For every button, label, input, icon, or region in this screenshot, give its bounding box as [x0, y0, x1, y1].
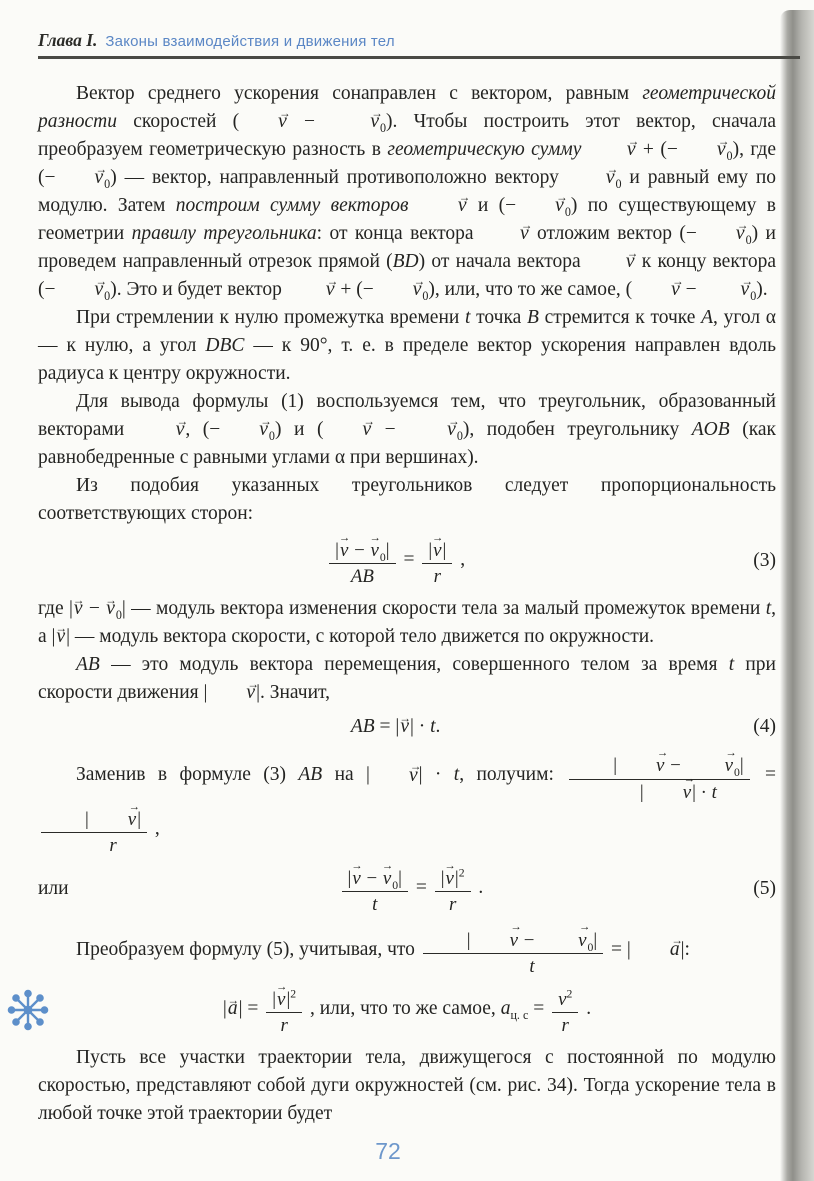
fraction: $\frac{|v \to - v \to_0|}{AB}$ — [329, 534, 395, 587]
paragraph-similar-triangles: Для вывода формулы (1) воспользуемся тем, что треугольник, образованный векторами v →, (− $v \to_0$) и ( v → − $v \to_0$), подобен треугольнику AOB (как равнобедренные с равными углами α при вершинах). — [38, 388, 776, 472]
paragraph-average-acceleration: Вектор среднего ускорения сонаправлен с вектором, равным геометрической разности скоростей ( v → − $v \to_0$). Чтобы построить этот вектор, сначала преобразуем геометрическую разность в геометрическую сумму v → + (− $v \to_0$), где (− $v \to_0$) — вектор, направленный противоположно вектору $v \to_0$ и равный ему по модулю. Затем построим сумму векторов v → и (− $v \to_0$) по существующему в геометрии правилу треугольника: от конца вектора v → отложим вектор (− $v \to_0$) и проведем направленный отрезок прямой (BD) от начала вектора v → к концу вектора (− $v \to_0$). Это и будет вектор v → + (− $v \to_0$), или, что то же самое, ( v → − $v \to_0$). — [38, 80, 776, 304]
vector-v: v → — [56, 623, 65, 651]
vector-v: v → — [618, 755, 664, 776]
vector-v: v → — [277, 989, 285, 1010]
vector-v: v → — [90, 809, 136, 830]
fraction: $\frac{|v \to|^2}{r}$ — [266, 983, 302, 1036]
vector-v: v → — [540, 930, 586, 951]
page-body-text — [38, 80, 776, 1128]
formula-left-label: или — [38, 877, 69, 899]
paragraph-transform: Преобразуем формулу (5), учитывая, что $\frac{| v \to - v \to_0|}{t}$ = | a →|: — [38, 924, 776, 977]
fraction: $\frac{| v \to|}{r}$ — [41, 803, 147, 856]
formula-5 — [38, 862, 776, 915]
vector-v: v → — [375, 276, 422, 304]
fraction: $\frac{v^2}{r}$ — [552, 983, 578, 1036]
vector-v: v → — [420, 192, 467, 220]
running-header — [38, 30, 800, 59]
fraction: $\frac{| v \to - v \to_0|}{t}$ — [423, 924, 603, 977]
vector-v: v → — [288, 276, 335, 304]
vector-v: v → — [221, 416, 268, 444]
vector-v: v → — [698, 220, 745, 248]
vector-a: a → — [228, 995, 238, 1023]
formula-4 — [38, 713, 776, 741]
fraction: $\frac{|v \to|^2}{r}$ — [435, 862, 471, 915]
vector-v: v → — [240, 108, 287, 136]
paragraph-ab-displacement: AB — это модуль вектора перемещения, совершенного телом за время t при скорости движения | v →|. Значит, — [38, 651, 776, 707]
vector-v: v → — [138, 416, 185, 444]
vector-v: v → — [703, 276, 750, 304]
chapter-label: Глава I. — [38, 30, 98, 50]
vector-v: v → — [208, 679, 255, 707]
vector-v: v → — [588, 248, 635, 276]
paragraph-where: где |v → − $v \to_0|$ — модуль вектора изменения скорости тела за малый промежуток времени t, а |v →| — модуль вектора скорости, с которой тело движется по окружности. — [38, 595, 776, 651]
vector-v: v → — [445, 868, 453, 889]
vector-v: v → — [383, 868, 391, 889]
vector-v: v → — [400, 713, 409, 741]
vector-v: v → — [589, 136, 636, 164]
fraction: $\frac{|v \to - v \to_0|}{t}$ — [342, 862, 408, 915]
formula-number: (4) — [753, 716, 776, 738]
formula-centripetal — [38, 983, 776, 1036]
margin-asterisk-icon — [5, 987, 51, 1033]
vector-v: v → — [645, 782, 691, 803]
page-number: 72 — [375, 1138, 401, 1164]
formula-3 — [38, 534, 776, 587]
vector-v: v → — [340, 540, 348, 561]
vector-a: a → — [632, 936, 680, 964]
formula-body: $\frac{|v \to - v \to_0|}{AB}$ = $\frac{|v \to|}{r}$ , — [38, 534, 753, 587]
vector-v: v → — [371, 540, 379, 561]
vector-v: v → — [371, 762, 418, 790]
vector-v: v → — [409, 416, 456, 444]
formula-number: (3) — [753, 549, 776, 571]
vector-v: v → — [352, 868, 360, 889]
vector-v: v → — [433, 540, 441, 561]
formula-body: AB = |v →| · t. — [38, 713, 753, 741]
vector-v: v → — [679, 136, 726, 164]
vector-v: v → — [57, 164, 104, 192]
page-scan-shadow — [780, 10, 814, 1181]
chapter-title: Законы взаимодействия и движения тел — [105, 33, 395, 50]
paragraph-limit: При стремлении к нулю промежутка времени t точка B стремится к точке A, угол α — к нулю, а угол DBC — к 90°, т. е. в пределе вектор ускорения направлен вдоль радиуса к центру окружности. — [38, 307, 776, 384]
vector-v: v → — [568, 164, 615, 192]
paragraph-arcs: Пусть все участки траектории тела, движущегося с постоянной по модулю скоростью, представляют собой дуги окружностей (см. рис. 34). Тогда ускорение тела в любой точке этой траектории будет — [38, 1047, 776, 1125]
formula-body: $\frac{|v \to - v \to_0|}{t}$ = $\frac{|v \to|^2}{r}$ . — [69, 862, 754, 915]
vector-v: v → — [324, 416, 371, 444]
vector-v: v → — [332, 108, 379, 136]
vector-v: v → — [57, 276, 104, 304]
vector-v: v → — [633, 276, 680, 304]
formula-number: (5) — [753, 877, 776, 899]
vector-v: v → — [687, 755, 733, 776]
fraction: $\frac{| v \to - v \to_0|}{| v \to| \cdot t}$ — [569, 749, 749, 802]
paragraph-substitute: Заменив в формуле (3) AB на | v →| · t, получим: $\frac{| v \to - v \to_0|}{| v \to| \cdot t}$ = $\frac{| v \to|}{r}$ , — [38, 749, 776, 856]
paragraph-proportionality: Из подобия указанных треугольников следует пропорциональность соответствующих сторон: — [38, 475, 776, 524]
vector-v: v → — [482, 220, 529, 248]
formula-body: |a →| = $\frac{|v \to|^2}{r}$ , или, что то же самое, $a_{ц. с}$ = $\frac{v^2}{r}$ . — [38, 983, 776, 1036]
vector-v: v → — [472, 930, 518, 951]
vector-v: v → — [74, 595, 83, 623]
vector-v: v → — [106, 595, 115, 623]
fraction: $\frac{|v \to|}{r}$ — [422, 534, 452, 587]
vector-v: v → — [517, 192, 564, 220]
header-rule — [38, 56, 800, 59]
